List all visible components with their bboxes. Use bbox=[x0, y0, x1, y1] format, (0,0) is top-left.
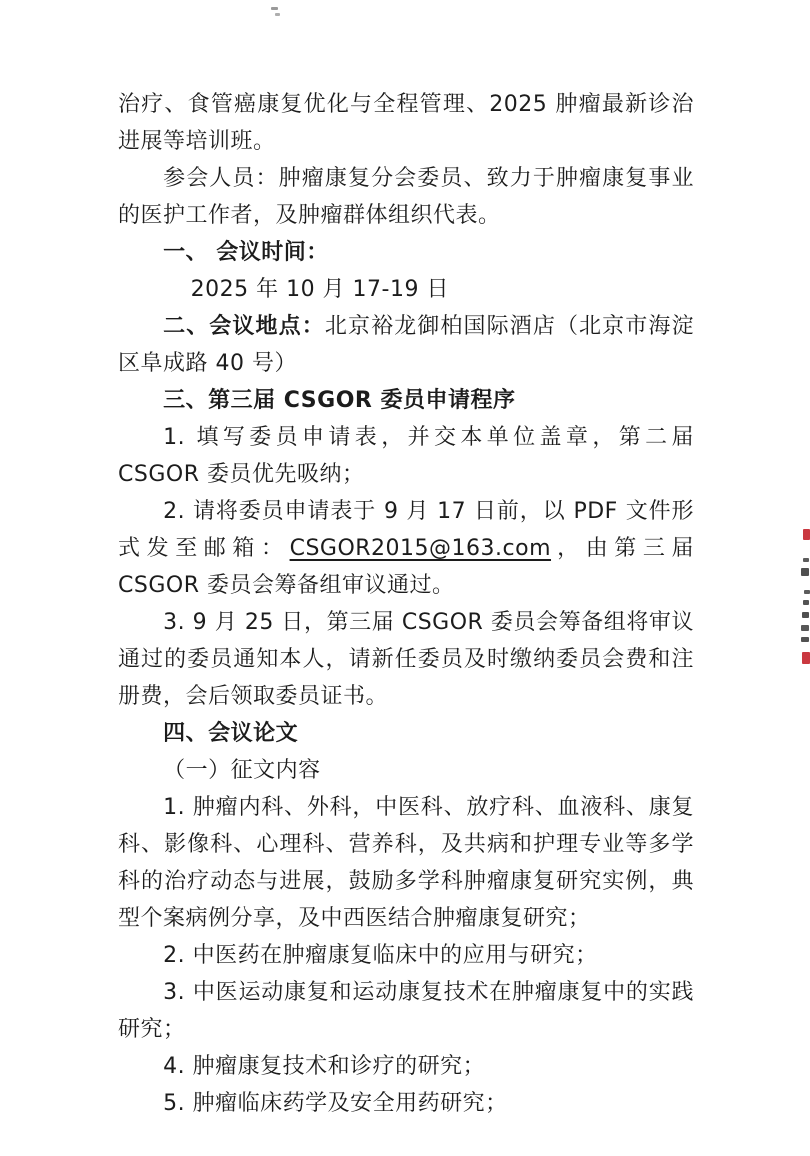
para-application-step-1 bbox=[118, 419, 694, 493]
para-call-for-papers-subheading bbox=[118, 752, 694, 789]
heading-section-4-conference-papers bbox=[118, 715, 694, 752]
text-run: 4. 肿瘤康复技术和诊疗的研究； bbox=[163, 1054, 486, 1079]
text-run: 参会人员：肿瘤康复分会委员、致力于肿瘤康复事业的医护工作者，及肿瘤群体组织代表。 bbox=[118, 166, 694, 228]
text-run: ，由第三届 CSGOR 委员会筹备组审议通过。 bbox=[118, 536, 694, 598]
edge-writing-fragment bbox=[803, 600, 809, 605]
text-run: 3. 9 月 25 日，第三届 CSGOR 委员会筹备组将审议通过的委员通知本人，请新任委员及时缴纳委员会费和注册费，会后领取委员证书。 bbox=[118, 610, 694, 709]
heading-text: 三、第三届 CSGOR 委员申请程序 bbox=[163, 388, 516, 413]
scan-smudge bbox=[271, 7, 278, 10]
para-paper-topic-1 bbox=[118, 789, 694, 937]
text-run: 3. 中医运动康复和运动康复技术在肿瘤康复中的实践研究； bbox=[118, 980, 694, 1042]
heading-text: 二、会议地点： bbox=[163, 314, 325, 339]
para-paper-topic-3 bbox=[118, 974, 694, 1048]
text-run: 1. 填写委员申请表，并交本单位盖章，第二届 CSGOR 委员优先吸纳； bbox=[118, 425, 694, 487]
text-run: 1. 肿瘤内科、外科，中医科、放疗科、血液科、康复科、影像科、心理科、营养科，及共病和护理专业等多学科的治疗动态与进展，鼓励多学科肿瘤康复研究实例，典型个案病例分享，及中西医结合肿瘤康复研究； bbox=[118, 795, 694, 931]
para-paper-topic-5 bbox=[118, 1085, 694, 1122]
edge-writing-fragment bbox=[804, 590, 810, 594]
para-participants bbox=[118, 160, 694, 234]
heading-text: 四、会议论文 bbox=[163, 721, 299, 746]
para-meeting-date bbox=[118, 271, 694, 308]
text-run: 2. 中医药在肿瘤康复临床中的应用与研究； bbox=[163, 943, 598, 968]
edge-writing-fragment bbox=[801, 625, 809, 631]
red-stamp-fragment bbox=[803, 529, 810, 540]
heading-section-3-application-procedure bbox=[118, 382, 694, 419]
edge-writing-fragment bbox=[802, 612, 809, 618]
text-run: 治疗、食管癌康复优化与全程管理、2025 肿瘤最新诊治进展等培训班。 bbox=[118, 92, 694, 154]
para-section-2-meeting-location bbox=[118, 308, 694, 382]
edge-writing-fragment bbox=[803, 558, 809, 562]
text-run: （一）征文内容 bbox=[163, 758, 321, 783]
edge-writing-fragment bbox=[801, 568, 809, 576]
red-stamp-fragment bbox=[802, 652, 810, 664]
scan-smudge bbox=[275, 13, 280, 16]
edge-writing-fragment bbox=[801, 637, 809, 642]
meeting-venue: 北京裕龙御柏国际酒店（北京市海淀区阜成路 40 号） bbox=[118, 314, 694, 376]
para-paper-topic-2 bbox=[118, 937, 694, 974]
text-run: 5. 肿瘤临床药学及安全用药研究； bbox=[163, 1091, 508, 1116]
para-application-step-2 bbox=[118, 493, 694, 604]
heading-section-1-meeting-time bbox=[118, 234, 694, 271]
heading-text: 一、 会议时间： bbox=[163, 240, 329, 265]
para-paper-topic-4 bbox=[118, 1048, 694, 1085]
meeting-date: 2025 年 10 月 17-19 日 bbox=[190, 277, 449, 302]
text-run: 2. 请将委员申请表于 9 月 17 日前，以 PDF 文件形式发至邮箱： bbox=[118, 499, 694, 561]
para-training-courses-continuation bbox=[118, 86, 694, 160]
document-body bbox=[118, 86, 694, 1122]
email-address: CSGOR2015@163.com bbox=[289, 536, 552, 561]
para-application-step-3 bbox=[118, 604, 694, 715]
